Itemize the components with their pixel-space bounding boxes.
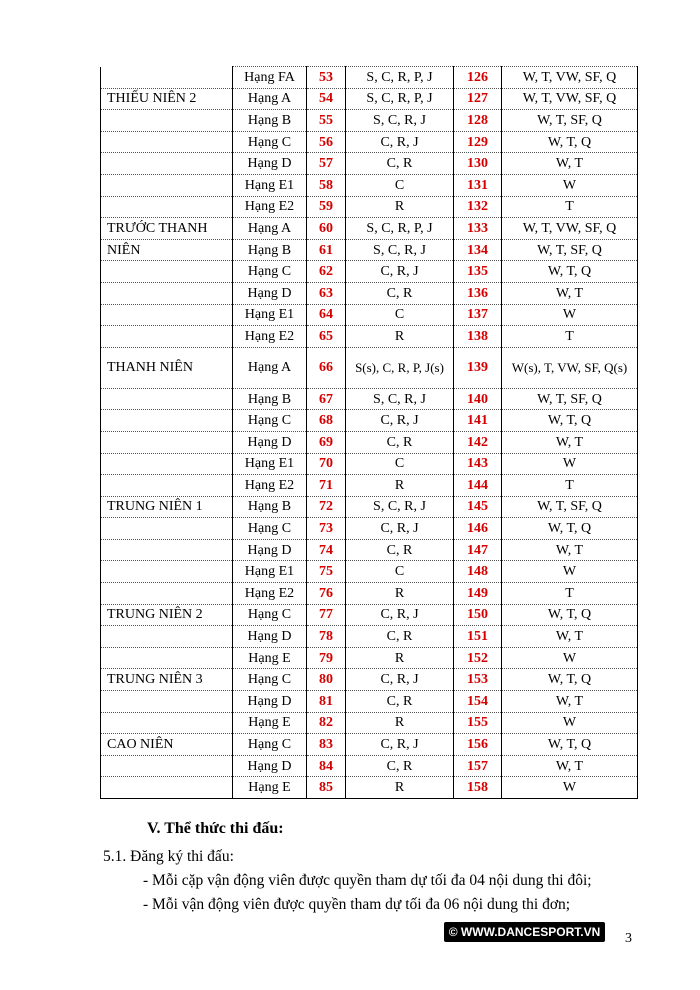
age-group-cell: TRUNG NIÊN 2 [101, 604, 233, 626]
rank-cell: Hạng E1 [233, 304, 307, 326]
table-row [101, 755, 638, 777]
table-row [101, 431, 638, 453]
age-group-cell [101, 475, 233, 497]
table-row [101, 326, 638, 348]
dance-list-cell: C, R, J [346, 518, 454, 540]
event-number-cell: 83 [307, 734, 346, 756]
dance-list-cell: R [346, 647, 454, 669]
rank-cell: Hạng D [233, 691, 307, 713]
table-row [101, 669, 638, 691]
table-row [101, 239, 638, 261]
table-row [101, 131, 638, 153]
event-number-cell: 150 [454, 604, 502, 626]
rank-cell: Hạng D [233, 755, 307, 777]
event-number-cell: 75 [307, 561, 346, 583]
age-group-cell [101, 410, 233, 432]
rank-cell: Hạng A [233, 347, 307, 388]
event-number-cell: 151 [454, 626, 502, 648]
rank-cell: Hạng E2 [233, 475, 307, 497]
age-group-cell [101, 261, 233, 283]
age-group-cell [101, 647, 233, 669]
table-row [101, 561, 638, 583]
event-number-cell: 152 [454, 647, 502, 669]
dance-list-cell: C, R [346, 539, 454, 561]
table-row [101, 282, 638, 304]
rank-cell: Hạng B [233, 239, 307, 261]
event-number-cell: 69 [307, 431, 346, 453]
event-number-cell: 157 [454, 755, 502, 777]
dance-list-cell: S, C, R, J [346, 496, 454, 518]
page-number: 3 [625, 931, 632, 946]
section-heading: V. Thể thức thi đấu: [147, 820, 284, 837]
dance-list-cell: W [502, 174, 638, 196]
table-row [101, 261, 638, 283]
dance-list-cell: R [346, 196, 454, 218]
event-number-cell: 80 [307, 669, 346, 691]
age-group-cell [101, 583, 233, 605]
event-number-cell: 146 [454, 518, 502, 540]
table-row [101, 453, 638, 475]
table-row [101, 388, 638, 410]
age-group-cell [101, 196, 233, 218]
dance-list-cell: S, C, R, P, J [346, 67, 454, 89]
dance-list-cell: C, R [346, 626, 454, 648]
dance-list-cell: W, T [502, 153, 638, 175]
rank-cell: Hạng C [233, 410, 307, 432]
event-number-cell: 84 [307, 755, 346, 777]
dance-list-cell: C, R [346, 153, 454, 175]
event-number-cell: 132 [454, 196, 502, 218]
age-group-cell [101, 388, 233, 410]
dance-list-cell: C [346, 453, 454, 475]
event-number-cell: 158 [454, 777, 502, 799]
table-row [101, 88, 638, 110]
age-group-cell: THANH NIÊN [101, 347, 233, 388]
event-number-cell: 134 [454, 239, 502, 261]
dance-list-cell: C, R [346, 431, 454, 453]
table-row [101, 691, 638, 713]
dance-list-cell: W, T [502, 282, 638, 304]
age-group-cell [101, 131, 233, 153]
event-number-cell: 85 [307, 777, 346, 799]
event-number-cell: 144 [454, 475, 502, 497]
table-row [101, 647, 638, 669]
event-number-cell: 137 [454, 304, 502, 326]
event-number-cell: 62 [307, 261, 346, 283]
dance-list-cell: W [502, 647, 638, 669]
dance-list-cell: C, R, J [346, 410, 454, 432]
age-group-cell [101, 539, 233, 561]
rank-cell: Hạng C [233, 261, 307, 283]
event-number-cell: 126 [454, 67, 502, 89]
event-number-cell: 68 [307, 410, 346, 432]
dance-list-cell: C, R [346, 691, 454, 713]
event-number-cell: 141 [454, 410, 502, 432]
dance-list-cell: W [502, 453, 638, 475]
event-number-cell: 58 [307, 174, 346, 196]
dance-list-cell: R [346, 777, 454, 799]
rank-cell: Hạng E2 [233, 583, 307, 605]
event-number-cell: 128 [454, 110, 502, 132]
event-number-cell: 55 [307, 110, 346, 132]
table-row [101, 777, 638, 799]
dance-list-cell: W [502, 777, 638, 799]
table-row [101, 67, 638, 89]
bullet-item: - Mỗi cặp vận động viên được quyền tham dự tối đa 04 nội dung thi đôi; [143, 872, 592, 889]
rank-cell: Hạng C [233, 669, 307, 691]
age-group-cell [101, 67, 233, 89]
dance-list-cell: W, T [502, 755, 638, 777]
age-group-cell [101, 174, 233, 196]
age-group-cell [101, 304, 233, 326]
dance-list-cell: C [346, 561, 454, 583]
event-number-cell: 147 [454, 539, 502, 561]
dance-list-cell: S(s), C, R, P, J(s) [346, 347, 454, 388]
table-row [101, 734, 638, 756]
event-number-cell: 56 [307, 131, 346, 153]
event-number-cell: 71 [307, 475, 346, 497]
dance-list-cell: C, R [346, 755, 454, 777]
event-number-cell: 149 [454, 583, 502, 605]
dance-list-cell: S, C, R, P, J [346, 218, 454, 240]
table-row [101, 496, 638, 518]
dance-list-cell: R [346, 712, 454, 734]
event-number-cell: 59 [307, 196, 346, 218]
event-number-cell: 66 [307, 347, 346, 388]
rank-cell: Hạng D [233, 282, 307, 304]
event-number-cell: 77 [307, 604, 346, 626]
table-row [101, 196, 638, 218]
event-number-cell: 78 [307, 626, 346, 648]
dance-list-cell: W, T [502, 539, 638, 561]
dance-list-cell: W [502, 712, 638, 734]
event-number-cell: 142 [454, 431, 502, 453]
rank-cell: Hạng E [233, 777, 307, 799]
event-number-cell: 143 [454, 453, 502, 475]
event-number-cell: 140 [454, 388, 502, 410]
age-group-cell [101, 777, 233, 799]
table-row [101, 174, 638, 196]
dance-list-cell: W, T, Q [502, 734, 638, 756]
event-number-cell: 54 [307, 88, 346, 110]
dance-list-cell: C, R [346, 282, 454, 304]
rank-cell: Hạng E2 [233, 196, 307, 218]
dance-list-cell: W, T, Q [502, 131, 638, 153]
dance-list-cell: R [346, 583, 454, 605]
dance-list-cell: W, T, Q [502, 261, 638, 283]
age-group-cell [101, 561, 233, 583]
event-number-cell: 82 [307, 712, 346, 734]
event-number-cell: 67 [307, 388, 346, 410]
rank-cell: Hạng E1 [233, 453, 307, 475]
dance-list-cell: T [502, 475, 638, 497]
event-number-cell: 73 [307, 518, 346, 540]
rank-cell: Hạng B [233, 110, 307, 132]
event-number-cell: 136 [454, 282, 502, 304]
event-number-cell: 72 [307, 496, 346, 518]
rank-cell: Hạng C [233, 131, 307, 153]
dance-list-cell: W [502, 561, 638, 583]
table-row [101, 604, 638, 626]
age-group-cell [101, 153, 233, 175]
dance-list-cell: W, T, SF, Q [502, 110, 638, 132]
dance-list-cell: S, C, R, J [346, 110, 454, 132]
age-group-cell [101, 712, 233, 734]
event-table [100, 66, 638, 799]
table-row [101, 518, 638, 540]
table-row [101, 218, 638, 240]
bullet-item: - Mỗi vận động viên được quyền tham dự tối đa 06 nội dung thi đơn; [143, 896, 571, 913]
dance-list-cell: W, T [502, 626, 638, 648]
dance-list-cell: W, T, SF, Q [502, 239, 638, 261]
event-number-cell: 138 [454, 326, 502, 348]
event-number-cell: 65 [307, 326, 346, 348]
event-number-cell: 133 [454, 218, 502, 240]
dance-list-cell: W, T, Q [502, 518, 638, 540]
event-number-cell: 130 [454, 153, 502, 175]
dance-list-cell: T [502, 196, 638, 218]
rank-cell: Hạng E1 [233, 561, 307, 583]
table-row [101, 347, 638, 388]
rank-cell: Hạng D [233, 153, 307, 175]
dance-list-cell: T [502, 583, 638, 605]
event-number-cell: 61 [307, 239, 346, 261]
dance-list-cell: S, C, R, P, J [346, 88, 454, 110]
dance-list-cell: W, T, Q [502, 410, 638, 432]
event-number-cell: 154 [454, 691, 502, 713]
table-row [101, 626, 638, 648]
dance-list-cell: W(s), T, VW, SF, Q(s) [502, 347, 638, 388]
table-row [101, 153, 638, 175]
watermark: © WWW.DANCESPORT.VN [444, 922, 605, 942]
dance-list-cell: S, C, R, J [346, 239, 454, 261]
dance-list-cell: C [346, 174, 454, 196]
dance-list-cell: R [346, 475, 454, 497]
event-number-cell: 81 [307, 691, 346, 713]
dance-list-cell: C, R, J [346, 734, 454, 756]
age-group-cell: TRUNG NIÊN 1 [101, 496, 233, 518]
dance-list-cell: C, R, J [346, 604, 454, 626]
dance-list-cell: W, T, Q [502, 604, 638, 626]
event-number-cell: 148 [454, 561, 502, 583]
event-number-cell: 63 [307, 282, 346, 304]
event-number-cell: 127 [454, 88, 502, 110]
rank-cell: Hạng A [233, 218, 307, 240]
event-number-cell: 57 [307, 153, 346, 175]
event-number-cell: 153 [454, 669, 502, 691]
dance-list-cell: C, R, J [346, 261, 454, 283]
event-number-cell: 70 [307, 453, 346, 475]
dance-list-cell: W, T, VW, SF, Q [502, 88, 638, 110]
dance-list-cell: C, R, J [346, 131, 454, 153]
table-row [101, 583, 638, 605]
dance-list-cell: W, T [502, 691, 638, 713]
rank-cell: Hạng FA [233, 67, 307, 89]
event-number-cell: 76 [307, 583, 346, 605]
subsection-title: 5.1. Đăng ký thi đấu: [103, 848, 234, 865]
dance-list-cell: W [502, 304, 638, 326]
event-number-cell: 156 [454, 734, 502, 756]
rank-cell: Hạng E [233, 712, 307, 734]
event-number-cell: 131 [454, 174, 502, 196]
age-group-cell: CAO NIÊN [101, 734, 233, 756]
event-number-cell: 79 [307, 647, 346, 669]
event-number-cell: 74 [307, 539, 346, 561]
rank-cell: Hạng C [233, 604, 307, 626]
age-group-cell [101, 518, 233, 540]
dance-list-cell: C, R, J [346, 669, 454, 691]
dance-list-cell: W, T, VW, SF, Q [502, 218, 638, 240]
age-group-cell: NIÊN [101, 239, 233, 261]
event-number-cell: 155 [454, 712, 502, 734]
rank-cell: Hạng E1 [233, 174, 307, 196]
age-group-cell: TRUNG NIÊN 3 [101, 669, 233, 691]
event-number-cell: 60 [307, 218, 346, 240]
event-number-cell: 139 [454, 347, 502, 388]
age-group-cell: TRƯỚC THANH [101, 218, 233, 240]
dance-list-cell: R [346, 326, 454, 348]
rank-cell: Hạng B [233, 388, 307, 410]
event-number-cell: 129 [454, 131, 502, 153]
dance-list-cell: W, T [502, 431, 638, 453]
event-number-cell: 64 [307, 304, 346, 326]
event-number-cell: 53 [307, 67, 346, 89]
table-row [101, 304, 638, 326]
rank-cell: Hạng A [233, 88, 307, 110]
rank-cell: Hạng D [233, 539, 307, 561]
rank-cell: Hạng D [233, 626, 307, 648]
age-group-cell [101, 431, 233, 453]
age-group-cell [101, 282, 233, 304]
event-number-cell: 135 [454, 261, 502, 283]
rank-cell: Hạng E2 [233, 326, 307, 348]
table-row [101, 712, 638, 734]
dance-list-cell: W, T, Q [502, 669, 638, 691]
age-group-cell [101, 755, 233, 777]
table-row [101, 475, 638, 497]
age-group-cell [101, 110, 233, 132]
dance-list-cell: W, T, VW, SF, Q [502, 67, 638, 89]
age-group-cell [101, 326, 233, 348]
rank-cell: Hạng E [233, 647, 307, 669]
dance-list-cell: C [346, 304, 454, 326]
rank-cell: Hạng C [233, 734, 307, 756]
rank-cell: Hạng B [233, 496, 307, 518]
dance-list-cell: W, T, SF, Q [502, 388, 638, 410]
event-number-cell: 145 [454, 496, 502, 518]
dance-list-cell: T [502, 326, 638, 348]
dance-list-cell: S, C, R, J [346, 388, 454, 410]
table-row [101, 539, 638, 561]
age-group-cell: THIẾU NIÊN 2 [101, 88, 233, 110]
age-group-cell [101, 453, 233, 475]
table-row [101, 110, 638, 132]
rank-cell: Hạng C [233, 518, 307, 540]
table-row [101, 410, 638, 432]
age-group-cell [101, 691, 233, 713]
rank-cell: Hạng D [233, 431, 307, 453]
dance-list-cell: W, T, SF, Q [502, 496, 638, 518]
age-group-cell [101, 626, 233, 648]
